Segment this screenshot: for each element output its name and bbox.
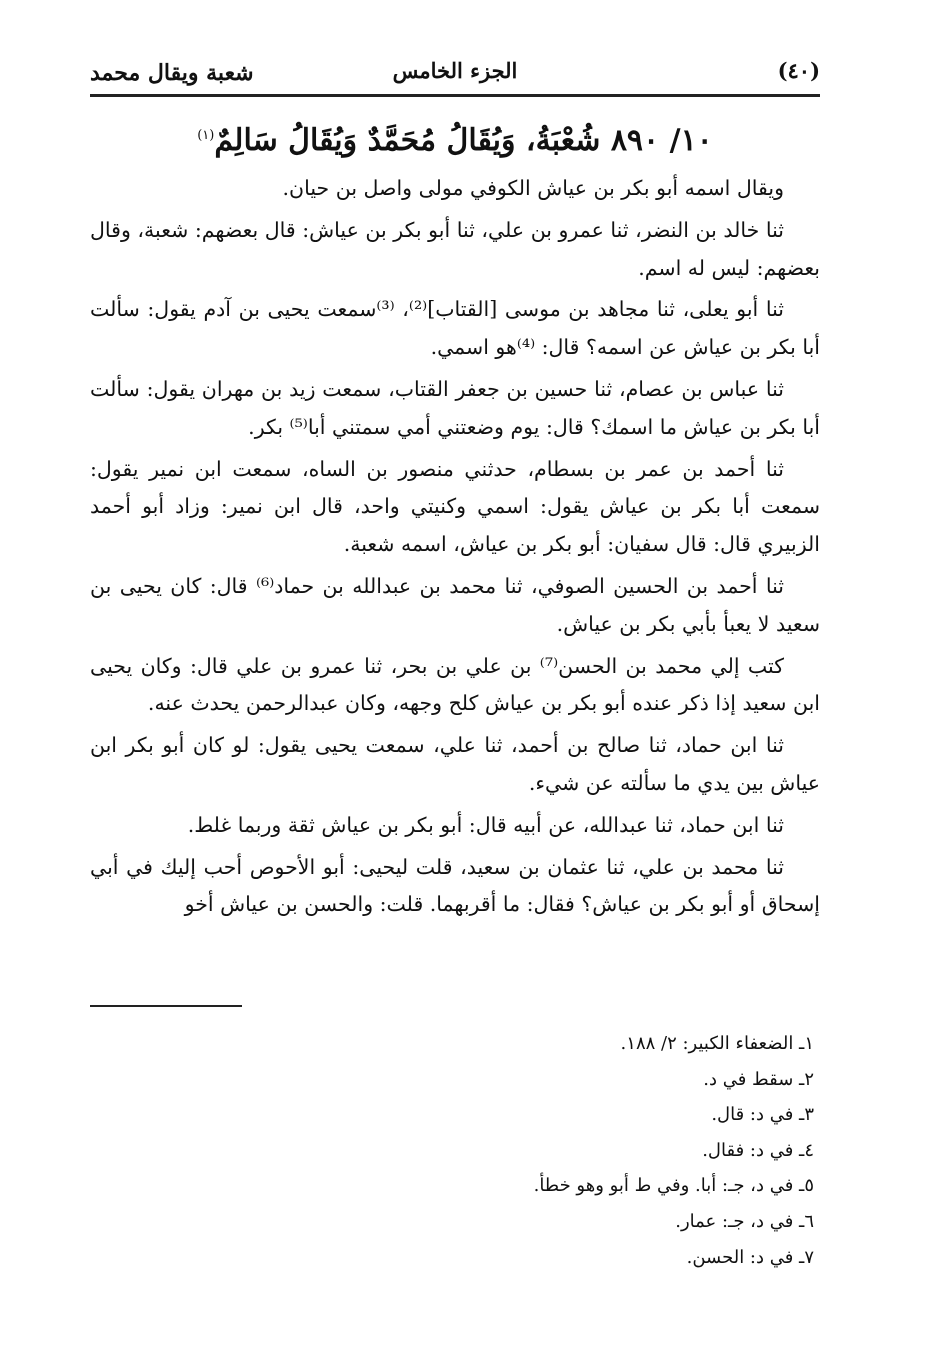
paragraph: ثنا عباس بن عصام، ثنا حسين بن جعفر القتاب، سمعت زيد بن مهران يقول: سألت أبا بكر بن عياش ما اسمك؟ قال: يوم وضعتني أمي سمتني أبا⁽⁵⁾ بكر. (90, 376, 820, 439)
entry-footnote-ref: (١) (197, 128, 215, 143)
paragraph: ثنا أحمد بن الحسين الصوفي، ثنا محمد بن عبدالله بن حماد⁽⁶⁾ قال: كان يحيى بن سعيد لا يعبأ بأبي بكر بن عياش. (90, 573, 820, 636)
paragraph: ثنا أحمد بن عمر بن بسطام، حدثني منصور بن الساه، سمعت ابن نمير يقول: سمعت أبا بكر بن عياش يقول: اسمي وكنيتي واحد، قال ابن نمير: وزاد أبو أحمد الزبيري قال: قال سفيان: أبو بكر بن عياش، اسمه شعبة. (90, 456, 820, 557)
running-title: شعبة ويقال محمد (90, 60, 254, 86)
paragraph: ثنا خالد بن النضر، ثنا عمرو بن علي، ثنا أبو بكر بن عياش: قال بعضهم: شعبة، وقال بعضهم: ليس له اسم. (90, 217, 820, 280)
footnote: ٧ـ في د: الحسن. (686, 1246, 814, 1268)
paragraph: ويقال اسمه أبو بكر بن عياش الكوفي مولى واصل بن حيان. (282, 176, 784, 200)
header-divider (90, 94, 820, 97)
entry-body (90, 170, 820, 928)
footnote: ٥ـ في د، جـ: أبا. وفي ط أبو وهو خطأ. (533, 1175, 814, 1197)
paragraph: ثنا ابن حماد، ثنا عبدالله، عن أبيه قال: أبو بكر بن عياش ثقة وربما غلط. (187, 812, 784, 837)
entry-heading (90, 114, 820, 163)
paragraph: ثنا ابن حماد، ثنا صالح بن أحمد، ثنا علي، سمعت يحيى يقول: لو كان أبو بكر ابن عياش بين يدي ما سألته عن شيء. (90, 733, 820, 795)
footnote: ٤ـ في د: فقال. (702, 1139, 814, 1161)
page-number: (٤٠) (777, 58, 820, 83)
footnote: ١ـ الضعفاء الكبير: ٢/ ١٨٨. (620, 1033, 814, 1054)
footnote: ٦ـ في د، جـ: عمار. (675, 1210, 814, 1232)
page-header (90, 50, 820, 96)
entry-title-text: ١٠/ ٨٩٠ شُعْبَةُ، وَيُقَالُ مُحَمَّدٌ وَيُقَالُ سَالِمٌ (214, 123, 713, 158)
paragraph: ثنا أبو يعلى، ثنا مجاهد بن موسى [القتاب]⁽²⁾، ⁽³⁾سمعت يحيى بن آدم يقول: سألت أبا بكر بن عياش عن اسمه؟ قال: ⁽⁴⁾هو اسمي. (90, 297, 820, 360)
paragraph: كتب إلي محمد بن الحسن⁽⁷⁾ بن علي بن بحر، ثنا عمرو بن علي قال: وكان يحيى ابن سعيد إذا ذكر عنده أبو بكر بن عياش كلح وجهه، وكان عبدالرحمن يحدث عنه. (90, 653, 820, 716)
paragraph: ثنا محمد بن علي، ثنا عثمان بن سعيد، قلت ليحيى: أبو الأحوص أحب إليك في أبي إسحاق أو أبو بكر بن عياش؟ فقال: ما أقربهما. قلت: والحسن بن عياش أخو (90, 854, 820, 917)
footnotes (90, 1026, 820, 1275)
footnote-divider (90, 1005, 242, 1007)
volume-title: الجزء الخامس (392, 58, 518, 83)
footnote: ٢ـ سقط في د. (703, 1068, 814, 1090)
footnote: ٣ـ في د: قال. (711, 1104, 814, 1126)
